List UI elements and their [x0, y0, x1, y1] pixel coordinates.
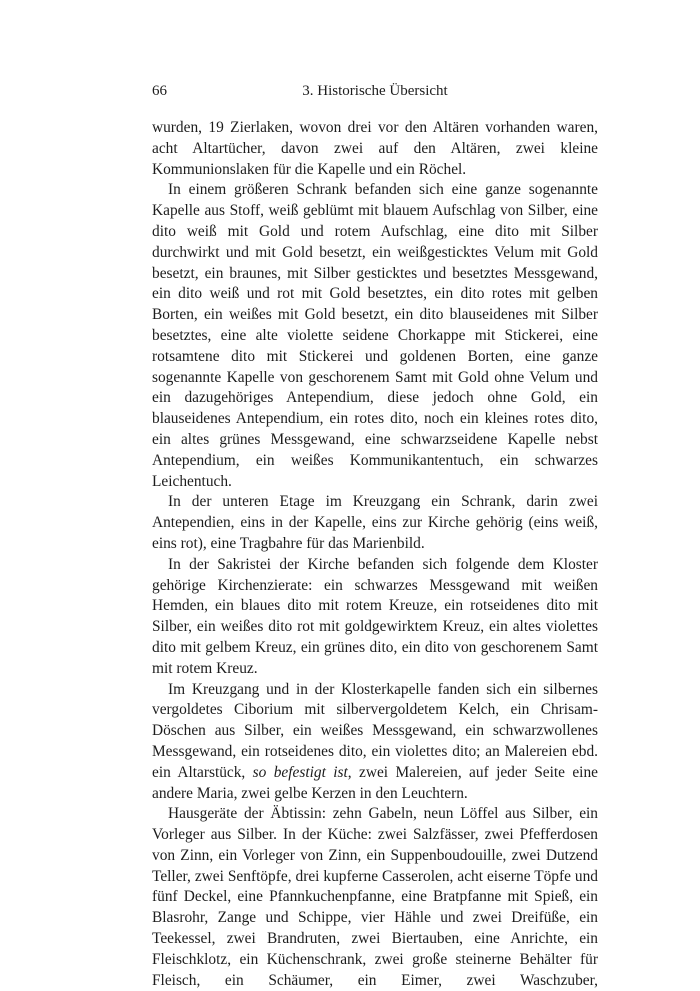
text-segment: In der Sakristei der Kirche befanden sich folgende dem Kloster gehörige Kirchenzierate: ein schwarzes Messgewand mit weißen Hemden, ein blaues dito mit rotem Kreuze, ein rotseidenes dito mit Silber, ein weißes dito rot mit goldgewirktem Kreuz, ein altes violettes dito mit gelbem Kreuz, ein grünes dito, ein dito von geschorenem Samt mit rotem Kreuz. [152, 555, 598, 677]
page-number: 66 [152, 83, 167, 99]
text-segment: In der unteren Etage im Kreuzgang ein Schrank, darin zwei Antependien, eins in der Kapelle, eins zur Kirche gehörig (eins weiß, eins rot), eine Tragbahre für das Marienbild. [152, 493, 598, 552]
italic-phrase: so befestigt ist [252, 763, 348, 781]
paragraph [152, 492, 598, 554]
text-segment: , zwei Malereien, auf jeder Seite eine andere Maria, zwei gelbe Kerzen in den Leuchtern. [152, 763, 598, 802]
paragraph [152, 804, 598, 991]
paragraph [152, 555, 598, 680]
text-segment: In einem größeren Schrank befanden sich eine ganze sogenannte Kapelle aus Stoff, weiß geblümt mit blauem Aufschlag von Silber, eine dito weiß mit Gold und rotem Aufschlag, eine dito mit Silber durchwirkt und mit Gold besetzt, ein weißgesticktes Velum mit Gold besetzt, ein braunes, mit Silber gesticktes und besetztes Messgewand, ein dito weiß und rot mit Gold besetztes, ein dito rotes mit gelben Borten, ein weißes mit Gold besetzt, ein dito blauseidenes mit Silber besetztes, eine alte violette seidene Chorkappe mit Stickerei, eine rotsamtene dito mit Stickerei und goldenen Borten, eine ganze sogenannte Kapelle von geschorenem Samt mit Gold ohne Velum und ein dazugehöriges Antependium, diese jedoch ohne Gold, ein blauseidenes Antependium, ein rotes dito, noch ein kleines rotes dito, ein altes grünes Messgewand, eine schwarzseidene Kapelle nebst Antependium, ein weißes Kommunikantentuch, ein schwarzes Leichentuch. [152, 181, 598, 490]
paragraph [152, 180, 598, 492]
text-segment: Im Kreuzgang und in der Klosterkapelle fanden sich ein silbernes vergoldetes Ciborium mit silbervergoldetem Kelch, ein Chrisam-Döschen aus Silber, ein weißes Messgewand, ein schwarzwollenes Messgewand, ein rotseidenes dito, ein violettes dito; an Malereien ebd. ein Altarstück, [152, 680, 598, 781]
text-segment: Hausgeräte der Äbtissin: zehn Gabeln, neun Löffel aus Silber, ein Vorleger aus Silber. In der Küche: zwei Salzfässer, zwei Pfefferdosen von Zinn, ein Vorleger von Zinn, ein Suppenboudouille, zwei Dutzend Teller, zwei Senftöpfe, drei kupferne Casserolen, acht eiserne Töpfe und fünf Deckel, eine Pfannkuchenpfanne, eine Bratpfanne mit Spieß, ein Blasrohr, Zange und Schippe, vier Hähle und zwei Dreifüße, ein Teekessel, zwei Brandruten, zwei Biertauben, eine Anrichte, ein Fleischklotz, ein Küchenschrank, zwei große steinerne Behälter für Fleisch, ein Schäumer, ein Eimer, zwei Waschzuber, [152, 805, 598, 989]
paragraph [152, 118, 598, 180]
body-text [152, 118, 598, 991]
paragraph [152, 680, 598, 805]
text-segment: wurden, 19 Zierlaken, wovon drei vor den Altären vorhanden waren, acht Altartücher, davon zwei auf den Altären, zwei kleine Kommunionslaken für die Kapelle und ein Röchel. [152, 119, 598, 178]
running-header [152, 83, 598, 105]
running-title: 3. Historische Übersicht [302, 83, 448, 99]
